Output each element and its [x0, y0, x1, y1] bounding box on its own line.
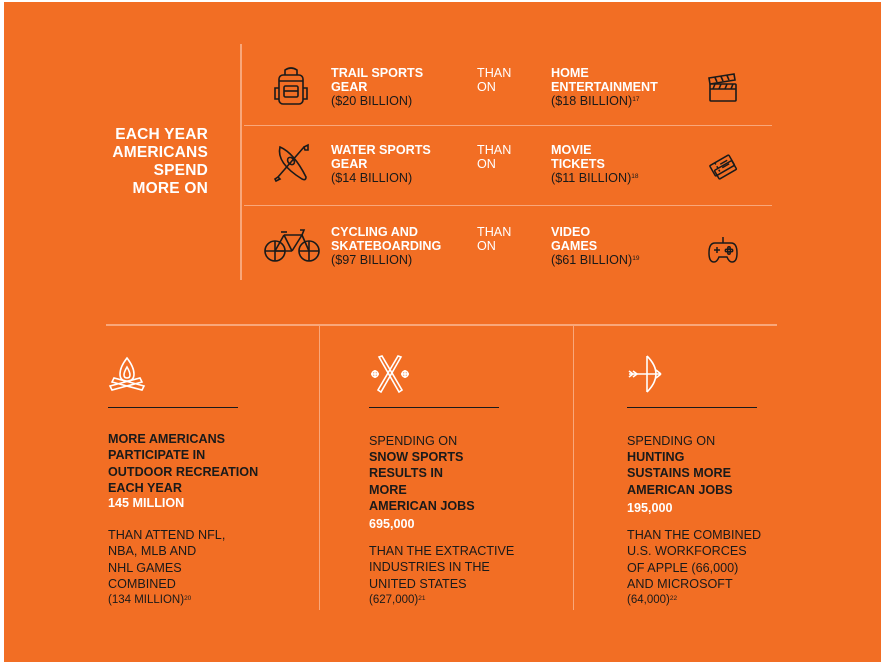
stat-pre: SPENDING ON — [369, 434, 458, 448]
than-on-label — [477, 66, 537, 94]
intro-line: RESULTS IN — [369, 466, 443, 481]
category-amount — [551, 171, 691, 185]
footnote-ref: 18 — [631, 173, 639, 180]
category-title: WATER SPORTS — [331, 143, 431, 157]
left-category — [331, 66, 471, 108]
campfire-icon — [108, 354, 152, 398]
intro-line: AMERICAN JOBS — [369, 498, 475, 513]
outro-line: INDUSTRIES IN THE — [369, 560, 490, 575]
infographic-page — [4, 2, 881, 662]
on-word: ON — [477, 157, 496, 171]
clapperboard-icon — [707, 72, 747, 112]
category-title: HOME — [551, 66, 589, 80]
stat-source — [108, 592, 308, 608]
right-category — [551, 143, 691, 185]
stat-outro — [369, 543, 569, 608]
intro-line: MORE — [369, 482, 407, 497]
category-amount — [551, 253, 691, 267]
crossed-skis-icon — [369, 354, 413, 398]
footnote-ref: 17 — [632, 96, 640, 103]
intro-line: HUNTING — [627, 450, 685, 464]
footnote-ref: 19 — [632, 255, 640, 262]
intro-line: EACH YEAR — [108, 480, 182, 495]
category-amount: ($97 BILLION) — [331, 253, 413, 267]
outro-line: THAN ATTEND NFL, — [108, 528, 226, 542]
category-title: TRAIL SPORTS — [331, 66, 424, 80]
right-category — [551, 225, 691, 267]
stat-figure: 695,000 — [369, 517, 415, 531]
than-word: THAN — [477, 66, 512, 80]
source-text: (64,000) — [627, 594, 670, 607]
stat-intro — [627, 449, 827, 498]
column-rule — [108, 407, 238, 408]
lead-line: EACH YEAR — [115, 126, 208, 143]
intro-line: AMERICAN JOBS — [627, 482, 733, 497]
lead-divider — [240, 44, 242, 280]
intro-line: SUSTAINS MORE — [627, 466, 732, 481]
column-divider — [573, 326, 574, 610]
stat-outro — [108, 527, 308, 608]
stat-source — [369, 592, 569, 608]
section-divider — [106, 324, 777, 326]
backpack-icon — [274, 66, 330, 122]
comparison-row-cycling — [244, 225, 774, 305]
tickets-icon — [707, 149, 747, 189]
outro-line: UNITED STATES — [369, 576, 467, 591]
intro-line: PARTICIPATE IN — [108, 448, 206, 463]
stat-pre: SPENDING ON — [627, 434, 716, 448]
on-word: ON — [477, 80, 496, 94]
game-controller-icon — [707, 235, 747, 275]
category-title: GEAR — [331, 80, 368, 94]
outro-line: THAN THE EXTRACTIVE — [369, 544, 515, 558]
category-title: ENTERTAINMENT — [551, 80, 658, 94]
left-category — [331, 225, 471, 267]
kayak-icon — [272, 143, 328, 199]
right-category — [551, 66, 691, 108]
on-word: ON — [477, 239, 496, 253]
than-on-label — [477, 143, 537, 171]
outro-line: U.S. WORKFORCES — [627, 544, 747, 559]
footnote-ref: 20 — [184, 595, 192, 603]
stat-source — [627, 592, 827, 608]
stat-intro — [369, 449, 569, 514]
intro-line: OUTDOOR RECREATION — [108, 464, 259, 479]
category-title: GEAR — [331, 157, 368, 171]
outro-line: COMBINED — [108, 576, 176, 591]
lead-line: AMERICANS — [112, 144, 208, 161]
stat-outro — [627, 527, 827, 608]
category-title: SKATEBOARDING — [331, 239, 442, 253]
amount-text: ($18 BILLION) — [551, 94, 633, 108]
category-title: GAMES — [551, 239, 598, 253]
intro-line: MORE AMERICANS — [108, 432, 226, 446]
amount-text: ($61 BILLION) — [551, 253, 633, 267]
stat-figure: 195,000 — [627, 501, 673, 515]
footnote-ref: 22 — [669, 595, 678, 603]
source-text: (627,000) — [369, 593, 419, 606]
outro-line: OF APPLE (66,000) — [627, 560, 739, 575]
category-title: CYCLING AND — [331, 225, 418, 239]
outro-line: NHL GAMES — [108, 560, 182, 575]
stat-figure: 145 MILLION — [108, 496, 185, 510]
category-title: TICKETS — [551, 157, 605, 171]
column-rule — [369, 407, 499, 408]
lead-heading — [4, 126, 208, 198]
than-word: THAN — [477, 225, 512, 239]
source-text: (134 MILLION) — [108, 594, 185, 607]
bicycle-icon — [264, 227, 320, 283]
than-on-label — [477, 225, 537, 253]
intro-line: SNOW SPORTS — [369, 450, 464, 464]
stat-intro — [108, 431, 308, 496]
column-divider — [319, 326, 320, 610]
category-title: VIDEO — [551, 225, 591, 239]
than-word: THAN — [477, 143, 512, 157]
category-title: MOVIE — [551, 143, 592, 157]
column-rule — [627, 407, 757, 408]
footnote-ref: 21 — [418, 594, 426, 602]
comparison-row-trail — [244, 66, 774, 146]
left-category — [331, 143, 471, 185]
outro-line: NBA, MLB AND — [108, 544, 197, 559]
lead-line: MORE ON — [132, 180, 208, 197]
lead-line: SPEND — [153, 162, 208, 179]
outro-line: AND MICROSOFT — [627, 576, 733, 591]
category-amount: ($20 BILLION) — [331, 94, 413, 108]
outro-line: THAN THE COMBINED — [627, 528, 762, 542]
bow-and-arrow-icon — [627, 354, 671, 398]
category-amount — [551, 94, 691, 108]
comparison-row-water — [244, 143, 774, 223]
category-amount: ($14 BILLION) — [331, 171, 413, 185]
amount-text: ($11 BILLION) — [551, 171, 632, 185]
